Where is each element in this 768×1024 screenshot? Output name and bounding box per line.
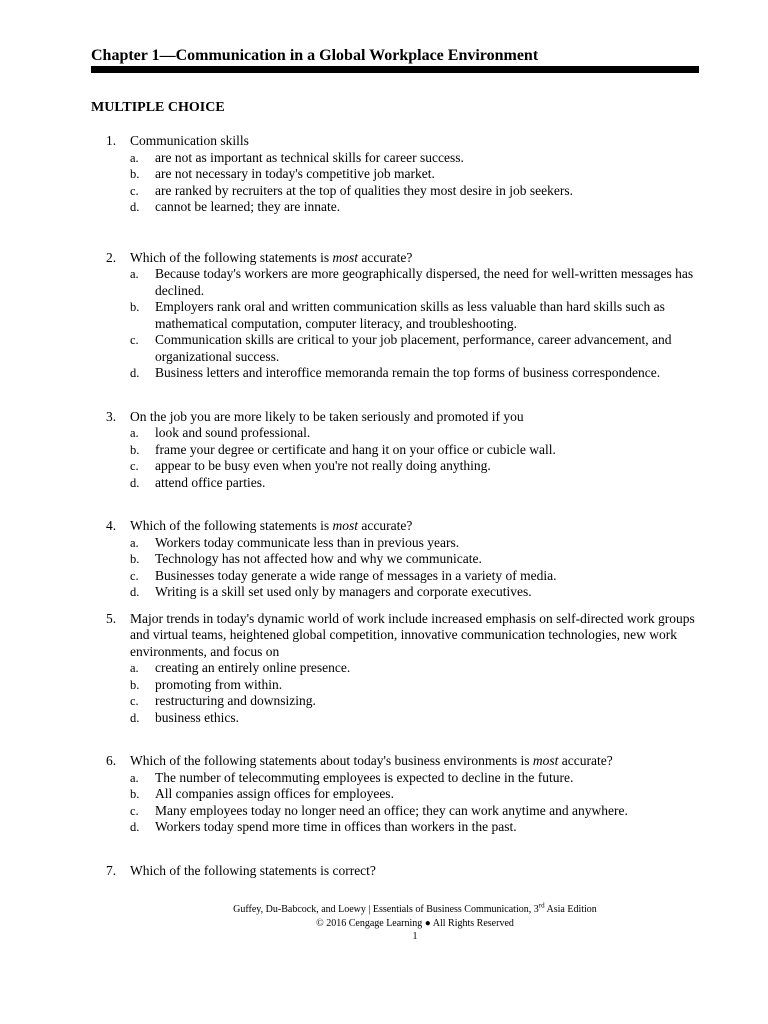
choice-text: appear to be busy even when you're not really doing anything. (155, 458, 491, 473)
choice-text: Workers today communicate less than in previous years. (155, 534, 460, 550)
question-stem-text: Which of the following statements is (130, 249, 333, 265)
question-stem (130, 518, 703, 535)
footer-citation (91, 903, 739, 917)
footer-citation-edition: Asia Edition (544, 904, 597, 915)
question-stem (130, 863, 703, 880)
choice-letter: d. (130, 820, 140, 834)
section-heading: MULTIPLE CHOICE (91, 100, 225, 115)
choice-text: promoting from within. (155, 676, 283, 692)
choice-letter: c. (130, 183, 139, 198)
answer-choice (130, 819, 703, 836)
choice-letter: c. (130, 333, 139, 347)
choice-text: Business letters and interoffice memoranda remain the top forms of business correspondence. (155, 365, 661, 380)
choice-letter: a. (130, 770, 139, 785)
answer-choices (130, 660, 703, 726)
page-footer (91, 903, 739, 944)
choice-text: look and sound professional. (155, 425, 311, 440)
choice-text: cannot be learned; they are innate. (155, 199, 341, 214)
choice-letter: d. (130, 200, 140, 214)
choice-text: Many employees today no longer need an office; they can work anytime and anywhere. (155, 802, 628, 818)
choice-text: Businesses today generate a wide range of messages in a variety of media. (155, 567, 557, 583)
answer-choice (130, 150, 703, 167)
answer-choice (130, 786, 703, 803)
answer-choices (130, 150, 703, 216)
choice-text: business ethics. (155, 709, 239, 725)
choice-letter: c. (130, 568, 139, 583)
answer-choice (130, 266, 703, 299)
question-stem (130, 133, 703, 150)
choice-letter: d. (130, 585, 140, 599)
choice-letter: d. (130, 366, 140, 380)
question-stem (130, 250, 703, 267)
choice-letter: a. (130, 661, 139, 675)
question-stem-emphasis: most (332, 249, 358, 265)
answer-choice (130, 199, 703, 216)
choice-text: Employers rank oral and written communication skills as less valuable than hard skills such as mathematical computation, computer literacy, and troubleshooting. (155, 299, 665, 331)
choice-letter: c. (130, 459, 139, 473)
question-stem (130, 753, 703, 770)
question-stem (130, 611, 703, 661)
answer-choices (130, 425, 703, 491)
question-item (91, 518, 703, 601)
choice-text: Technology has not affected how and why we communicate. (155, 551, 482, 566)
choice-text: Writing is a skill set used only by managers and corporate executives. (155, 584, 532, 599)
choice-text: Because today's workers are more geographically dispersed, the need for well-written messages has declined. (155, 266, 694, 298)
answer-choice (130, 183, 703, 200)
question-item (91, 133, 703, 216)
choice-text: restructuring and downsizing. (155, 693, 316, 708)
question-list (91, 133, 703, 879)
choice-letter: a. (130, 150, 139, 165)
question-number: 1. (106, 133, 117, 148)
question-stem-text: Which of the following statements about today's business environments is (130, 753, 533, 768)
question-number: 4. (106, 518, 117, 533)
choice-letter: a. (130, 267, 139, 281)
question-item (91, 250, 703, 382)
choice-letter: b. (130, 677, 140, 692)
answer-choice (130, 425, 703, 442)
question-stem-text: Major trends in today's dynamic world of work include increased emphasis on self-directed work groups and virtual teams, heightened global competition, innovative communication technologies, new work environments, and focus on (130, 610, 695, 659)
answer-choice (130, 332, 703, 365)
answer-choice (130, 166, 703, 183)
choice-letter: b. (130, 787, 140, 801)
question-stem (130, 409, 703, 426)
choice-letter: b. (130, 552, 140, 566)
question-item (91, 409, 703, 492)
choice-letter: b. (130, 300, 140, 314)
answer-choice (130, 568, 703, 585)
answer-choice (130, 693, 703, 710)
choice-text: attend office parties. (155, 474, 266, 490)
choice-letter: c. (130, 694, 139, 708)
answer-choice (130, 770, 703, 787)
question-stem-emphasis: most (532, 753, 559, 768)
answer-choice (130, 299, 703, 332)
answer-choice (130, 660, 703, 677)
answer-choice (130, 458, 703, 475)
footer-edition-superscript: rd (538, 901, 545, 910)
answer-choices (130, 266, 703, 382)
answer-choice (130, 710, 703, 727)
answer-choice (130, 475, 703, 492)
question-stem-text: accurate? (357, 249, 413, 265)
choice-text: frame your degree or certificate and hang it on your office or cubicle wall. (155, 441, 556, 457)
answer-choice (130, 442, 703, 459)
answer-choice (130, 365, 703, 382)
question-stem-text: accurate? (357, 518, 413, 533)
choice-text: The number of telecommuting employees is expected to decline in the future. (155, 769, 574, 785)
answer-choice (130, 584, 703, 601)
choice-letter: d. (130, 710, 140, 725)
choice-text: are not necessary in today's competitive job market. (155, 166, 435, 181)
choice-text: are not as important as technical skills for career success. (155, 149, 464, 165)
footer-citation-text: Guffey, Du-Babcock, and Loewy | Essentials of Business Communication, 3 (233, 904, 539, 915)
choice-letter: a. (130, 535, 139, 550)
choice-letter: b. (130, 167, 140, 181)
choice-text: creating an entirely online presence. (155, 660, 351, 675)
chapter-title: Chapter 1—Communication in a Global Workplace Environment (91, 47, 539, 64)
choice-letter: d. (130, 475, 140, 490)
question-number: 3. (106, 408, 117, 424)
question-item (91, 753, 703, 836)
question-stem-text: accurate? (558, 753, 613, 768)
answer-choices (130, 535, 703, 601)
choice-text: Communication skills are critical to your job placement, performance, career advancement, and organizational success. (155, 332, 672, 364)
choice-text: All companies assign offices for employees. (155, 786, 394, 801)
answer-choice (130, 677, 703, 694)
question-stem-text: Which of the following statements is (130, 518, 333, 533)
choice-letter: a. (130, 426, 139, 440)
answer-choice (130, 535, 703, 552)
answer-choice (130, 551, 703, 568)
question-item (91, 611, 703, 727)
choice-text: Workers today spend more time in offices than workers in the past. (155, 819, 517, 834)
question-stem-emphasis: most (332, 518, 358, 533)
answer-choices (130, 770, 703, 836)
question-stem-text: Communication skills (130, 133, 249, 148)
choice-text: are ranked by recruiters at the top of qualities they most desire in job seekers. (155, 182, 573, 198)
choice-letter: c. (130, 803, 139, 818)
answer-choice (130, 803, 703, 820)
question-number: 2. (106, 249, 117, 265)
question-number: 5. (106, 610, 117, 626)
question-item (91, 863, 703, 880)
question-stem-text: Which of the following statements is correct? (130, 862, 376, 878)
question-number: 7. (106, 862, 117, 878)
question-stem-text: On the job you are more likely to be taken seriously and promoted if you (130, 408, 524, 424)
choice-letter: b. (130, 442, 140, 457)
page-number: 1 (412, 931, 418, 942)
footer-copyright: © 2016 Cengage Learning ● All Rights Reserved (316, 917, 514, 929)
question-number: 6. (106, 753, 117, 768)
title-rule (91, 66, 699, 73)
